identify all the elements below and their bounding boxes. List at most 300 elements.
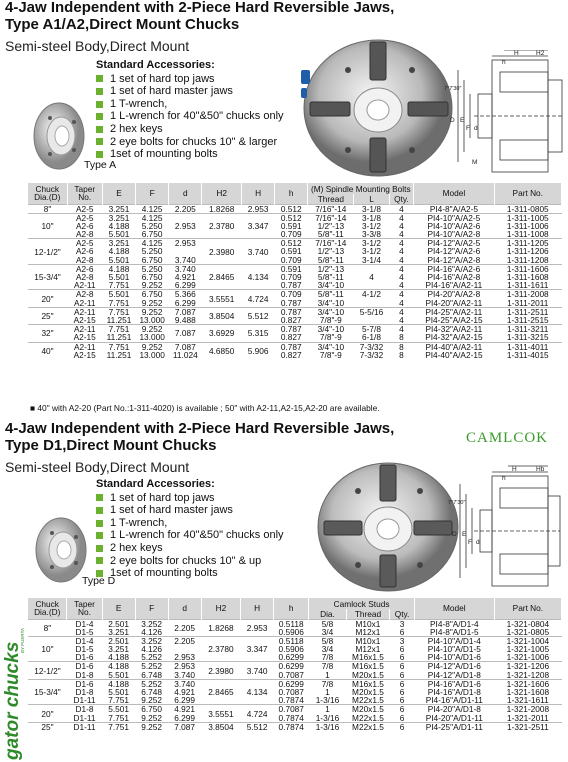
col-spindle-bolts: (M) Spindle Mounting Bolts (308, 183, 414, 194)
table-cell: 4.126 (141, 626, 162, 637)
dim-label: h (502, 59, 506, 66)
table-cell: 6 (399, 626, 405, 637)
col-chuck-dia: Chuck Dia.(D) (28, 598, 67, 619)
table-cell: 1-311-3211 (494, 325, 561, 334)
table-cell: 7.087 (168, 722, 201, 731)
table-cell: 6.750 (141, 272, 163, 282)
table-cell: 3.5551 (202, 290, 242, 307)
col-taper: Taper No. (67, 183, 102, 204)
table-cell: PI4-12"A/A2-8 (427, 254, 481, 265)
accessory-item: 1 T-wrench, (96, 517, 306, 530)
table-cell: PI4-12"A/A2-6 (427, 246, 481, 257)
table-cell: 13.000 (139, 349, 165, 360)
table-cell: 0.827 (280, 349, 302, 360)
table-cell: 0.787 (275, 342, 308, 351)
table-cell: 7/8"-9 (319, 349, 342, 360)
table-cell: A2-6 (75, 220, 94, 231)
table-cell: 6 (399, 644, 405, 655)
accessory-item: 1 T-wrench, (96, 98, 306, 111)
table-cell: 2.953 (169, 239, 202, 248)
table-row (28, 256, 562, 265)
table-cell: 3.740 (169, 264, 202, 273)
table-cell: 1-321-2011 (506, 712, 549, 723)
table-cell: 1-321-1606 (494, 679, 561, 688)
table-cell: 3.740 (168, 679, 201, 688)
table-cell: M20x1.5 (352, 669, 384, 680)
bullet-square-icon (96, 113, 103, 120)
table-cell: D1-11 (73, 695, 96, 706)
table-cell: A2-5 (67, 239, 102, 248)
table-cell: 4 (399, 272, 404, 282)
table-cell: 32" (28, 325, 67, 342)
table-cell: 6 (399, 712, 405, 723)
table-cell: 4 (399, 297, 404, 308)
table-row (28, 299, 562, 308)
table-cell: D1-6 (67, 662, 102, 671)
table-cell: PI4-40"A/A2-11 (414, 342, 494, 351)
table-cell: 3-3/8 (362, 229, 381, 240)
table-cell: 7/8"-9 (319, 314, 342, 325)
table-cell: 4.188 (108, 220, 130, 231)
table-cell: 5/8 (309, 636, 346, 645)
table-cell: 4 (369, 272, 374, 282)
table-cell: A2-15 (73, 314, 96, 325)
table-cell: 3-1/2 (354, 239, 389, 248)
table-cell: 6.750 (136, 290, 169, 299)
table-cell: PI4-16"A/A2-6 (414, 264, 494, 273)
table-cell: 2.3780 (201, 636, 240, 662)
table-cell: PI4-10"A/D1-5 (427, 644, 481, 655)
table-cell: 6.750 (141, 254, 163, 265)
table-cell: 4 (399, 254, 404, 265)
table-cell: 3/4 (321, 626, 334, 637)
table-cell: 2.205 (169, 204, 202, 213)
table-cell: 1-311-2515 (506, 314, 549, 325)
table-cell: 2.501 (102, 619, 135, 628)
table-cell: 0.827 (280, 332, 302, 343)
table-cell: 7.751 (108, 297, 130, 308)
table-cell: 0.787 (275, 325, 308, 334)
table-cell: 11.024 (172, 349, 198, 360)
table-cell: 2.953 (241, 204, 274, 213)
table-cell: 7.751 (108, 695, 129, 706)
col-qty: Qty. (390, 609, 415, 619)
table-cell: 11.251 (106, 332, 132, 343)
col-e: E (102, 598, 135, 619)
table-cell: PI4-10"A/D1-4 (414, 636, 494, 645)
col-d: d (169, 183, 202, 204)
table-cell: 8 (399, 349, 404, 360)
table-cell: M12x1 (355, 644, 381, 655)
table-cell: 7/8 (309, 679, 346, 688)
table-cell: 3/4"-10 (317, 297, 345, 308)
table-cell: 4.134 (241, 679, 274, 705)
logo-subtext: BY PUERTA (20, 627, 25, 653)
table-cell: 8" (28, 619, 67, 636)
table-cell: 6.748 (141, 669, 162, 680)
dim-label: H2 (536, 50, 545, 57)
table-cell: 1-311-4015 (506, 349, 549, 360)
table-cell: 3.251 (108, 644, 129, 655)
dim-label: 7°7'30" (448, 500, 466, 506)
table-cell: 1-311-3215 (506, 332, 549, 343)
dim-label: E (460, 117, 465, 124)
table-cell: 2.953 (174, 652, 196, 663)
table-cell: PI4-16"A/D1-11 (425, 695, 483, 706)
table-cell: A2-11 (67, 342, 102, 351)
table-cell: 1-321-1608 (506, 687, 550, 697)
col-h: H (241, 598, 274, 619)
table-cell: 2.8465 (201, 679, 240, 705)
section-a-subtitle: Semi-steel Body,Direct Mount (5, 38, 190, 54)
table-cell: PI4-16"A/D1-8 (427, 687, 481, 697)
table-cell: PI4-8"A/D1-5 (429, 626, 479, 637)
table-cell: 1 (325, 687, 330, 697)
chuck-front-view-image (312, 455, 462, 595)
section-b-title-line1: 4-Jaw Independent with 2-Piece Hard Reversible Jaws, (5, 420, 395, 437)
table-cell: 4.188 (108, 652, 129, 663)
table-cell: 2.953 (169, 213, 202, 239)
table-cell: 9.488 (174, 314, 196, 325)
type-a-table-note: ■ 40" with A2-20 (Part No.:1-311-4020) is available ; 50" with A2-11,A2-15,A2-20 are available. (30, 403, 380, 413)
table-cell: 3.740 (241, 662, 274, 679)
table-cell: M22x1.5 (352, 712, 384, 723)
table-cell: A2-6 (75, 246, 94, 257)
table-cell: 6 (399, 652, 405, 663)
table-cell: 0.7087 (278, 687, 304, 697)
table-cell: 20" (28, 705, 67, 722)
table-cell: D1-11 (73, 712, 96, 723)
accessory-item: 1 set of hard top jaws (96, 73, 306, 86)
table-cell: 6.750 (135, 705, 168, 714)
table-cell: 2.3980 (202, 239, 242, 265)
table-cell: 6.299 (174, 712, 196, 723)
table-cell: 6 (399, 695, 405, 706)
table-cell: 3.251 (102, 239, 135, 248)
table-cell: D1-8 (75, 669, 94, 680)
table-cell: M16x1.5 (346, 662, 390, 671)
dim-label: Hb (536, 466, 545, 473)
table-cell: M20x1.5 (346, 705, 390, 714)
gator-chucks-logo (0, 605, 26, 762)
section-a-accessories (96, 59, 306, 161)
table-cell: PI4-25"A/A2-11 (414, 307, 494, 316)
table-cell: D1-11 (67, 722, 102, 731)
table-cell: 6 (390, 662, 415, 671)
dim-label: E (462, 531, 467, 538)
table-cell: 2.8465 (202, 264, 242, 290)
accessories-header: Standard Accessories: (96, 59, 215, 71)
table-cell: 9.252 (141, 712, 162, 723)
table-cell: 0.6299 (274, 662, 309, 671)
table-cell: 4.125 (136, 239, 169, 248)
table-cell: 15-3/4" (28, 264, 67, 290)
table-cell: 7.751 (108, 712, 129, 723)
table-cell: 9.252 (141, 695, 162, 706)
table-cell: 9.252 (136, 325, 169, 334)
table-cell: 2.953 (241, 619, 274, 636)
dim-label: F (466, 125, 470, 132)
table-cell: 6.748 (141, 687, 162, 697)
table-cell: PI4-10"A/A2-8 (427, 229, 481, 240)
table-cell: 6.299 (174, 695, 196, 706)
table-cell: PI4-10"A/A2-6 (427, 220, 481, 231)
dim-label: H (512, 466, 517, 473)
table-cell: 6 (399, 687, 405, 697)
table-cell: 1-311-0805 (494, 204, 561, 213)
table-cell: A2-11 (67, 307, 102, 316)
table-cell: 0.6299 (278, 652, 304, 663)
table-cell: 0.7874 (278, 712, 304, 723)
table-cell: 0.512 (275, 213, 308, 222)
table-cell: 1-321-1004 (494, 636, 561, 645)
table-cell: 7/8"-9 (319, 332, 342, 343)
dim-label: D (450, 117, 455, 124)
table-cell: 1-321-1611 (506, 695, 549, 706)
table-cell: 0.7087 (278, 669, 304, 680)
dim-label: F (468, 539, 472, 546)
table-cell: 1-311-1008 (506, 229, 549, 240)
table-cell: 0.512 (275, 239, 308, 248)
table-cell: 1-311-1606 (494, 264, 561, 273)
table-cell: D1-6 (67, 679, 102, 688)
col-qty: Qty. (389, 194, 414, 204)
table-cell: 1-311-2011 (507, 297, 549, 308)
table-cell: 3-1/2 (362, 246, 381, 257)
col-e: E (102, 183, 135, 204)
table-cell: 4 (389, 213, 414, 222)
table-cell: A2-6 (67, 264, 102, 273)
col-chuck-dia: Chuck Dia.(D) (28, 183, 67, 204)
table-cell: 4 (399, 220, 404, 231)
table-cell: 3.740 (174, 254, 196, 265)
table-cell: 5.501 (108, 272, 130, 282)
table-cell: PI4-16"A/D1-6 (414, 679, 494, 688)
table-cell: 6.299 (174, 297, 196, 308)
table-cell: 6 (399, 669, 405, 680)
camlock-brand-label: CAMLCOK (466, 430, 549, 446)
table-cell: 25" (28, 722, 67, 731)
table-cell: 7.751 (102, 325, 135, 334)
table-row (28, 351, 562, 359)
table-cell: 5.501 (108, 229, 130, 240)
table-cell: 8 (399, 332, 404, 343)
accessory-item: 1 L-wrench for 40"&50" chucks only (96, 529, 306, 542)
col-f: F (136, 183, 169, 204)
table-cell: 1/2"-13 (308, 264, 354, 273)
table-cell: 5.250 (136, 264, 169, 273)
table-cell: M12x1 (355, 626, 381, 637)
table-cell: 5.252 (141, 652, 162, 663)
table-cell: 5.512 (241, 307, 274, 324)
table-cell: D1-8 (67, 705, 102, 714)
col-h: H (241, 183, 274, 204)
section-b-accessories (96, 478, 306, 580)
table-cell: 7/8 (309, 662, 346, 671)
table-cell: 3/4"-10 (308, 342, 354, 351)
col-h2: H2 (201, 598, 240, 619)
table-cell: 8" (28, 204, 67, 213)
table-cell: 0.827 (280, 314, 302, 325)
table-cell: D1-4 (67, 636, 102, 645)
table-cell: 5/8 (309, 619, 346, 628)
accessory-item: 1set of mounting bolts (96, 567, 306, 580)
table-cell: 1-321-2511 (494, 722, 561, 731)
table-cell: 13.000 (139, 332, 165, 343)
table-cell: 4.6850 (202, 342, 242, 359)
table-cell: 1-3/16 (315, 695, 340, 706)
table-cell: 3.8504 (201, 722, 240, 731)
table-cell: 4 (399, 280, 404, 291)
table-cell: 12-1/2" (28, 662, 67, 679)
table-cell: 4.724 (241, 290, 274, 307)
table-cell: 3-1/8 (354, 204, 389, 213)
accessory-item: 2 hex keys (96, 123, 306, 136)
table-cell: PI4-16"A/A2-8 (427, 272, 481, 282)
table-cell: 1-321-0804 (494, 619, 561, 628)
table-cell: A2-15 (73, 332, 96, 343)
col-h2: H2 (202, 183, 242, 204)
table-cell: 7.751 (108, 280, 130, 291)
table-cell: D1-5 (75, 626, 94, 637)
table-cell: M16x1.5 (346, 679, 390, 688)
dim-label: M (472, 159, 478, 166)
table-cell: 5.366 (169, 290, 202, 299)
table-cell: 4.921 (174, 272, 196, 282)
table-cell: 4 (399, 229, 404, 240)
col-thread: Thread (308, 194, 354, 204)
table-cell: 1/2"-13 (317, 246, 345, 257)
table-cell: 1-311-2511 (494, 307, 561, 316)
table-cell: 6-1/8 (362, 332, 381, 343)
table-cell: 15-3/4" (28, 679, 67, 705)
table-cell: 0.6299 (274, 679, 309, 688)
dim-label: h (502, 475, 506, 482)
table-cell: 2.205 (168, 619, 201, 636)
table-cell: 3.347 (241, 636, 274, 662)
section-a-title-line2: Type A1/A2,Direct Mount Chucks (5, 16, 240, 33)
table-cell: 10" (28, 213, 67, 239)
table-cell: D1-4 (67, 619, 102, 628)
table-cell: 6.750 (141, 229, 163, 240)
table-cell: 7/8 (321, 652, 334, 663)
type-a-label: Type A (84, 159, 117, 171)
type-d-spec-table (28, 598, 562, 731)
col-dia: Dia. (309, 609, 346, 619)
bullet-square-icon (96, 532, 103, 539)
table-cell: 4.134 (241, 264, 274, 290)
table-cell: 1-311-2008 (494, 290, 561, 299)
table-cell: 11.251 (106, 314, 132, 325)
table-row (28, 333, 562, 342)
table-cell: 3.251 (108, 626, 129, 637)
dim-label: H (514, 50, 519, 57)
table-cell: 3.6929 (202, 325, 242, 342)
table-cell: 0.7874 (278, 695, 304, 706)
table-cell: 0.591 (280, 246, 302, 257)
table-cell: 5.906 (241, 342, 274, 359)
table-cell: 1-311-1005 (494, 213, 561, 222)
bullet-square-icon (96, 75, 103, 82)
table-cell: 3/4 (321, 644, 334, 655)
table-cell: 2.501 (102, 636, 135, 645)
table-cell: 3.251 (102, 213, 135, 222)
table-cell: 1-311-1206 (506, 246, 549, 257)
table-cell: 13.000 (139, 314, 165, 325)
table-cell: 12-1/2" (28, 239, 67, 265)
table-cell: 4 (389, 307, 414, 316)
col-l: L (354, 194, 389, 204)
type-d-label: Type D (82, 575, 116, 587)
bullet-square-icon (96, 101, 103, 108)
table-cell: 7.087 (169, 342, 202, 351)
bullet-square-icon (96, 545, 103, 552)
table-cell: 1-311-1608 (506, 272, 549, 282)
accessory-item: 2 eye bolts for chucks 10" & up (96, 555, 306, 568)
bullet-square-icon (96, 151, 103, 158)
table-cell: A2-8 (75, 229, 94, 240)
table-cell: 3.252 (135, 619, 168, 628)
col-f: F (135, 598, 168, 619)
table-cell: 7.751 (102, 307, 135, 316)
table-cell: 4.125 (136, 204, 169, 213)
table-cell: 5.250 (141, 220, 163, 231)
table-cell: 1.8268 (202, 204, 242, 213)
table-cell: 7-3/32 (354, 342, 389, 351)
table-cell: 1-311-1205 (494, 239, 561, 248)
table-cell: 4 (399, 314, 404, 325)
table-row (28, 204, 562, 213)
table-cell: 5.252 (135, 662, 168, 671)
table-cell: 3/4"-10 (317, 280, 345, 291)
table-cell: 2.953 (168, 662, 201, 671)
table-cell: PI4-16"A/A2-11 (425, 280, 483, 291)
col-part-no: Part No. (494, 183, 561, 204)
accessory-item: 2 eye bolts for chucks 10" & larger (96, 136, 306, 149)
table-cell: 4.188 (102, 264, 135, 273)
section-b-title-line2: Type D1,Direct Mount Chucks (5, 437, 217, 454)
table-cell: 7/16"-14 (308, 204, 354, 213)
table-cell: 0.709 (280, 272, 302, 282)
section-a-title-line1: 4-Jaw Independent with 2-Piece Hard Reversible Jaws, (5, 0, 395, 16)
bullet-square-icon (96, 88, 103, 95)
accessory-item: 1 set of hard top jaws (96, 492, 306, 505)
table-cell: 7/16"-14 (308, 213, 354, 222)
dim-label: d (474, 125, 478, 132)
table-cell: 0.5118 (274, 636, 309, 645)
chuck-front-view-image (298, 30, 458, 180)
table-cell: 1/2"-13 (317, 220, 345, 231)
table-cell: 2.3980 (201, 662, 240, 679)
table-cell: A2-11 (73, 280, 96, 291)
table-cell: 0.787 (280, 297, 302, 308)
table-cell: 5.250 (141, 246, 163, 257)
table-cell: M10x1 (346, 636, 390, 645)
table-cell: PI4-40"A/A2-15 (425, 349, 483, 360)
table-cell: 3.251 (102, 204, 135, 213)
table-cell: 11.251 (106, 349, 132, 360)
table-cell: 3.252 (135, 636, 168, 645)
type-d-technical-drawing (448, 462, 564, 594)
table-cell: 6 (390, 705, 415, 714)
table-cell: 1-3/16 (309, 722, 346, 731)
table-cell: 5.252 (135, 679, 168, 688)
col-h-small: h (275, 183, 308, 204)
table-cell: 0.709 (280, 229, 302, 240)
table-cell: 5.512 (241, 722, 274, 731)
table-cell: PI4-25"A/D1-11 (414, 722, 494, 731)
table-cell: M10x1 (346, 619, 390, 628)
